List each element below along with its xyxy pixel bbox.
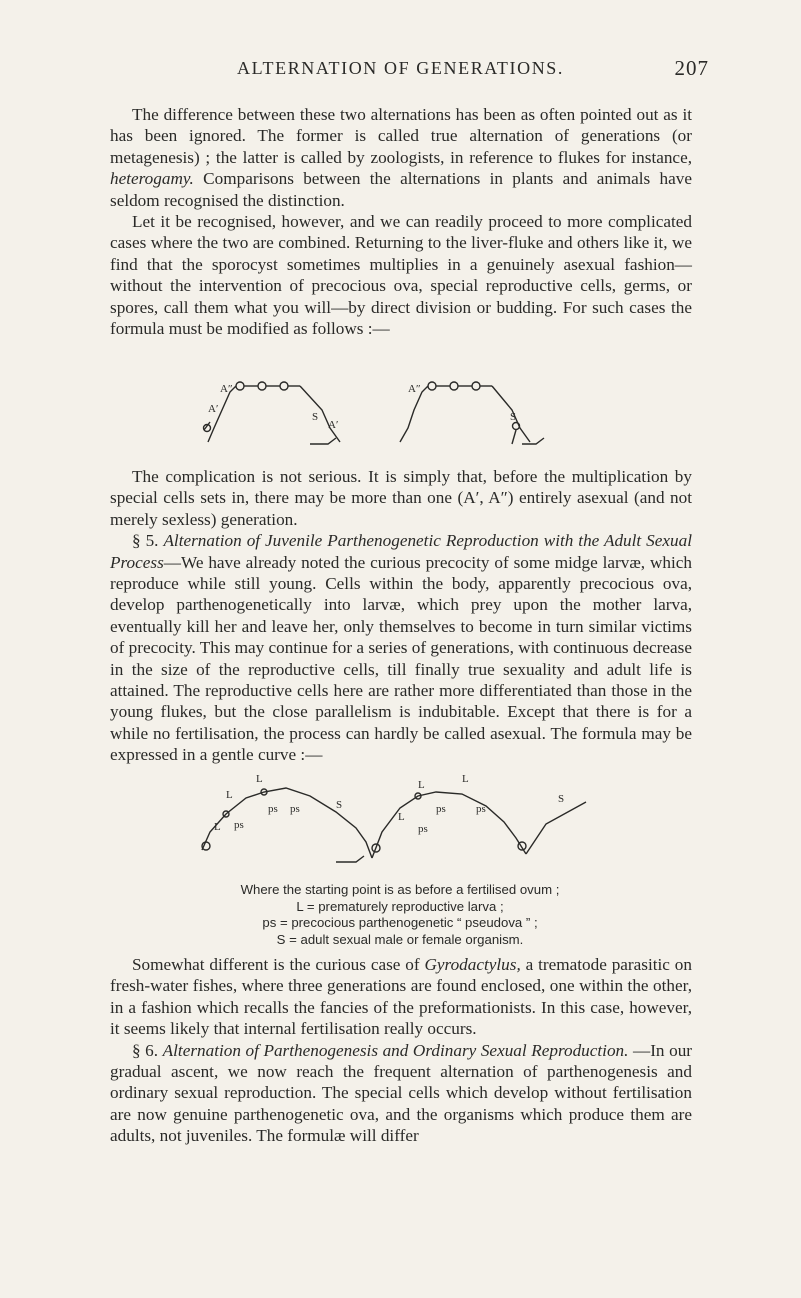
paragraph-5: Somewhat different is the curious case of Gyrodactylus, a trematode parasitic on fresh-water fishes, where three generations are found enclosed, one within the other, in a fashion which recalls the fancies of the preformationists. In this case, however, it seems likely that internal fertilisation really occurs.: [110, 955, 692, 1039]
figure-caption: [180, 882, 620, 948]
label-ps-5: ps: [476, 803, 486, 815]
text-block-3: [110, 954, 692, 1147]
label-l-6: L: [398, 811, 405, 823]
paragraph-2: Let it be recognised, however, and we can readily proceed to more complicated cases where the two are combined. Returning to the liver-fluke and others like it, we find that the sporocyst sometimes multiplies in a genuinely asexual fashion—without the intervention of precocious ova, special reproductive cells, germs, or spores, call them what you will—by direct division or budding. For such cases the formula must be modified as follows :—: [110, 212, 692, 339]
text-block-1: [110, 104, 692, 339]
label-s-3: S: [336, 799, 343, 811]
formula-diagram-1: [200, 370, 620, 460]
label-l-3: L: [214, 821, 221, 833]
label-a-double-prime-2: A″: [408, 383, 421, 395]
page-header: [0, 52, 801, 82]
label-ps-4: ps: [436, 803, 446, 815]
label-a-double-prime: A″: [220, 383, 233, 395]
label-a-prime-2: A′: [328, 419, 339, 431]
text-block-2: [110, 466, 692, 766]
label-s-4: S: [558, 793, 565, 805]
label-s: S: [312, 411, 319, 423]
label-s-2: S: [510, 411, 517, 423]
formula-diagram-2: [186, 762, 616, 872]
page-number: 207: [674, 56, 709, 80]
label-ps-2: ps: [290, 803, 300, 815]
label-ps-6: ps: [418, 823, 428, 835]
label-l-4: L: [418, 779, 425, 791]
paragraph-6: § 6. Alternation of Parthenogenesis and Ordinary Sexual Reproduction. —In our gradual ascent, we now reach the frequent alternation of parthenogenesis and ordinary sexual reproduction. The special cells which develop without fertilisation are now genuine parthenogenetic ova, and the organisms which produce them are adults, not juveniles. The formulæ will differ: [110, 1040, 693, 1146]
caption-line-2: L = prematurely reproductive larva ;: [296, 898, 504, 914]
label-a-prime: A′: [208, 403, 219, 415]
caption-line-4: S = adult sexual male or female organism.: [276, 931, 524, 947]
label-l-1: L: [226, 789, 233, 801]
label-ps-1: ps: [268, 803, 278, 815]
paragraph-4: § 5. Alternation of Juvenile Parthenogenetic Reproduction with the Adult Sexual Process—We have already noted the curious precocity of some midge larvæ, which reproduce while still young. Cells within the body, apparently precocious ova, develop parthenogenetically into larvæ, which prey upon the mother larva, eventually kill her and leave her, only themselves to become in turn similar victims of precocity. This may continue for a series of generations, with continuous decrease in the size of the reproductive cells, till finally true sexuality and adult life is attained. The reproductive cells here are rather more differentiated than those in the young flukes, but the close parallelism is indubitable. Except that there is for a while no fertilisation, the process can hardly be called asexual. The formula may be expressed in a gentle curve :—: [110, 531, 692, 765]
paragraph-1: The difference between these two alternations has been as often pointed out as it has been ignored. The former is called true alternation of generations (or metagenesis) ; the latter is called by zoologists, in reference to flukes for instance, heterogamy. Comparisons between the alternations in plants and animals have seldom recognised the distinction.: [110, 105, 692, 210]
running-title: ALTERNATION OF GENERATIONS.: [236, 58, 565, 78]
paragraph-3: The complication is not serious. It is simply that, before the multiplication by special cells sets in, there may be more than one (A′, A″) entirely asexual (and not merely sexless) generation.: [110, 467, 692, 529]
label-l-5: L: [462, 773, 469, 785]
caption-line-3: ps = precocious parthenogenetic “ pseudova ” ;: [262, 915, 538, 931]
label-l-2: L: [256, 773, 263, 785]
label-ps-3: ps: [234, 819, 244, 831]
caption-line-1: Where the starting point is as before a fertilised ovum ;: [240, 882, 560, 897]
